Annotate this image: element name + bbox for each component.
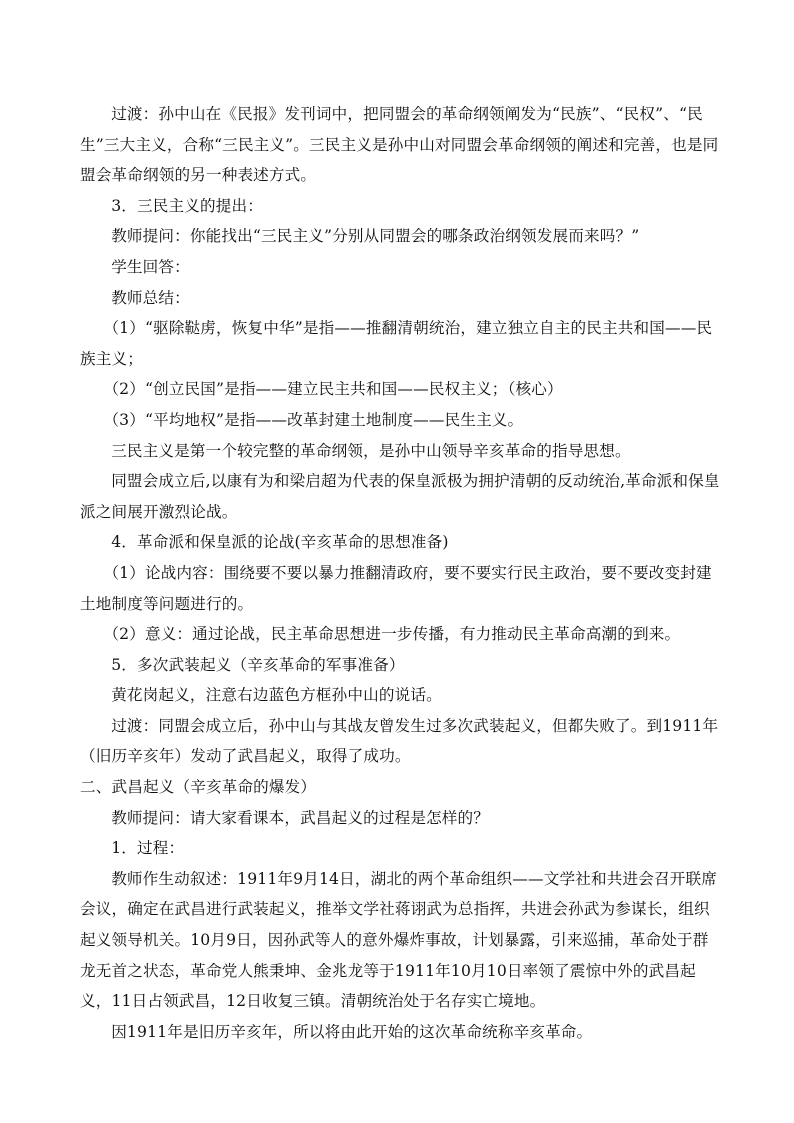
paragraph-transition-wuchang: 过渡：同盟会成立后，孙中山与其战友曾发生过多次武装起义，但都失败了。到1911年（旧历辛亥年）发动了武昌起义，取得了成功。 <box>80 716 719 766</box>
paragraph-sanmin-guideline: 三民主义是第一个较完整的革命纲领，是孙中山领导辛亥革命的指导思想。 <box>111 441 631 460</box>
document-body <box>80 99 724 1047</box>
paragraph-teacher-question: 教师提问：你能找出“三民主义”分别从同盟会的哪条政治纲领发展而来吗？” <box>111 227 640 246</box>
paragraph-student-answer: 学生回答： <box>111 257 190 276</box>
list-item-debate-content: （1）论战内容：围绕要不要以暴力推翻清政府，要不要实行民主政治，要不要改变封建土地制度等问题进行的。 <box>80 563 712 613</box>
heading-sanmin-proposal: 3．三民主义的提出： <box>111 196 263 215</box>
list-item-debate-significance: （2）意义：通过论战，民主革命思想进一步传播，有力推动民主革命高潮的到来。 <box>103 625 681 644</box>
paragraph-teacher-summary: 教师总结： <box>111 288 190 307</box>
paragraph-huanghuagang: 黄花岗起义，注意右边蓝色方框孙中山的说话。 <box>111 686 442 705</box>
list-item-nationalism: （1）“驱除鞑虏，恢复中华”是指——推翻清朝统治，建立独立自主的民主共和国——民族主义； <box>80 319 713 368</box>
heading-debate: 4．革命派和保皇派的论战(辛亥革命的思想准备) <box>111 533 449 552</box>
heading-armed-uprisings: 5．多次武装起义（辛亥革命的军事准备） <box>111 655 405 674</box>
heading-process: 1．过程： <box>111 839 185 858</box>
paragraph-process-narration: 教师作生动叙述：1911年9月14日，湖北的两个革命组织——文学社和共进会召开联席会议，确定在武昌进行武装起义，推举文学社蒋诩武为总指挥，共进会孙武为参谋长，组织起义领导机关。10月9日，因孙武等人的意外爆炸事故，计划暴露，引来巡捕，革命处于群龙无首之状态，革命党人熊秉坤、金兆龙等于1911年10月10日率领了震惊中外的武昌起义，11日占领武昌，12日收复三镇。清朝统治处于名存实亡境地。 <box>80 869 717 1011</box>
paragraph-debate-intro: 同盟会成立后,以康有为和梁启超为代表的保皇派极为拥护清朝的反动统治,革命派和保皇派之间展开激烈论战。 <box>80 472 720 521</box>
paragraph-teacher-question-wuchang: 教师提问：请大家看课本，武昌起义的过程是怎样的？ <box>111 808 490 827</box>
section-heading-wuchang: 二、武昌起义（辛亥革命的爆发） <box>80 778 317 797</box>
paragraph-xinhai-naming: 因1911年是旧历辛亥年，所以将由此开始的这次革命统称辛亥革命。 <box>111 1022 593 1041</box>
list-item-democracy: （2）“创立民国”是指——建立民主共和国——民权主义；（核心） <box>103 380 563 399</box>
list-item-livelihood: （3）“平均地权”是指——改革封建土地制度——民生主义。 <box>103 410 524 429</box>
paragraph-transition-sanmin: 过渡：孙中山在《民报》发刊词中，把同盟会的革命纲领阐发为“民族”、“民权”、“民生”三大主义，合称“三民主义”。三民主义是孙中山对同盟会革命纲领的阐述和完善，也是同盟会革命纲领的另一种表述方式。 <box>80 105 719 185</box>
